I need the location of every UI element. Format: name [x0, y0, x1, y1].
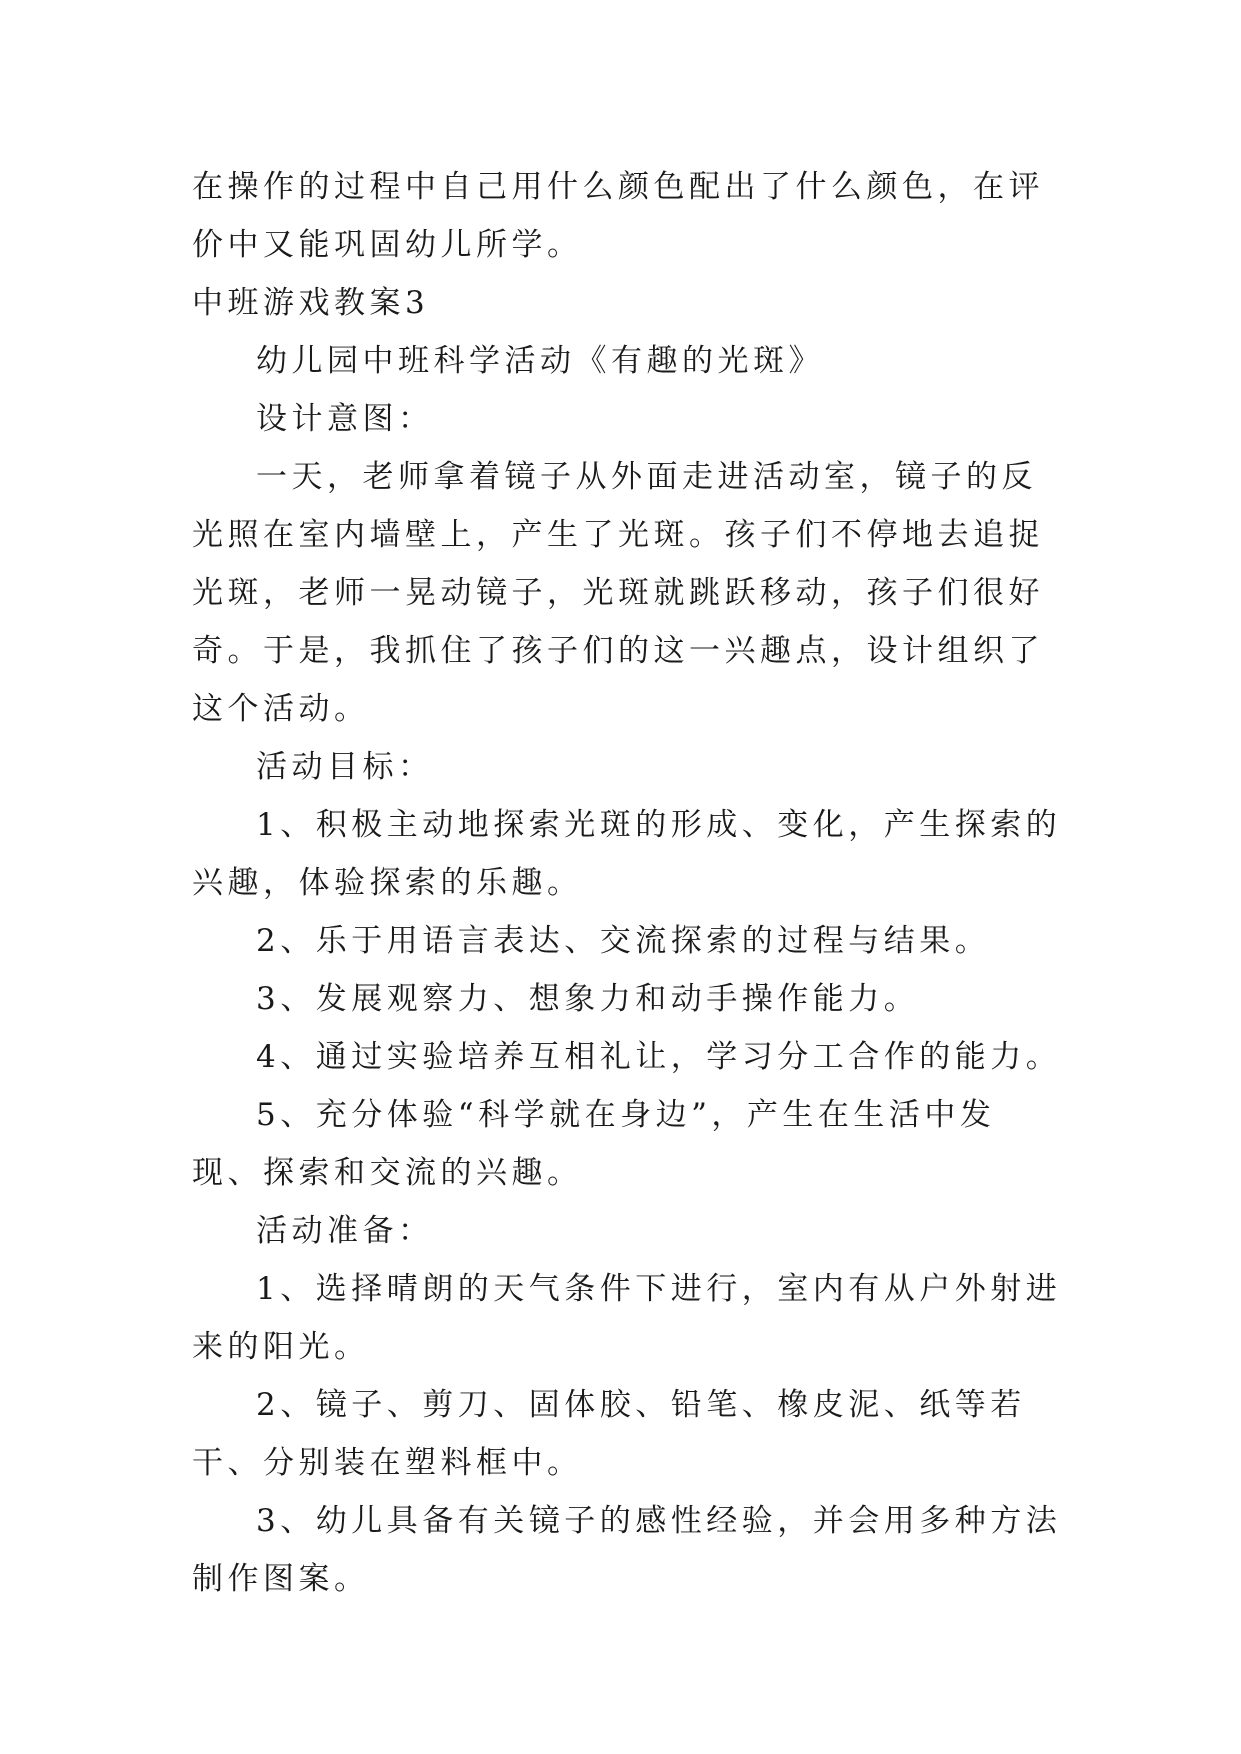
objective-item: 3、发展观察力、想象力和动手操作能力。 — [256, 981, 920, 1017]
preparation-item: 3、幼儿具备有关镜子的感性经验，并会用多种方法制作图案。 — [192, 1503, 1062, 1597]
design-intent-heading: 设计意图： — [256, 401, 434, 437]
objective-item: 1、积极主动地探索光斑的形成、变化，产生探索的兴趣，体验探索的乐趣。 — [192, 807, 1062, 901]
preparation-heading: 活动准备： — [256, 1213, 434, 1249]
objectives-heading: 活动目标： — [256, 749, 434, 785]
preparation-item: 1、选择晴朗的天气条件下进行，室内有从户外射进来的阳光。 — [192, 1271, 1062, 1365]
activity-title: 幼儿园中班科学活动《有趣的光斑》 — [256, 343, 824, 379]
design-intent-body: 一天，老师拿着镜子从外面走进活动室，镜子的反光照在室内墙壁上，产生了光斑。孩子们不停地去追捉光斑，老师一晃动镜子，光斑就跳跃移动，孩子们很好奇。于是，我抓住了孩子们的这一兴趣点，设计组织了这个活动。 — [192, 459, 1044, 727]
objective-item: 4、通过实验培养互相礼让，学习分工合作的能力。 — [256, 1039, 1062, 1075]
objective-item: 2、乐于用语言表达、交流探索的过程与结果。 — [256, 923, 991, 959]
paragraph-continuation: 在操作的过程中自己用什么颜色配出了什么颜色，在评价中又能巩固幼儿所学。 — [192, 169, 1044, 263]
preparation-item: 2、镜子、剪刀、固体胶、铅笔、橡皮泥、纸等若干、分别装在塑料框中。 — [192, 1387, 1026, 1481]
objective-item: 5、充分体验“科学就在身边”，产生在生活中发现、探索和交流的兴趣。 — [192, 1097, 996, 1191]
document-body — [192, 158, 1062, 1608]
section-heading: 中班游戏教案3 — [192, 285, 430, 321]
